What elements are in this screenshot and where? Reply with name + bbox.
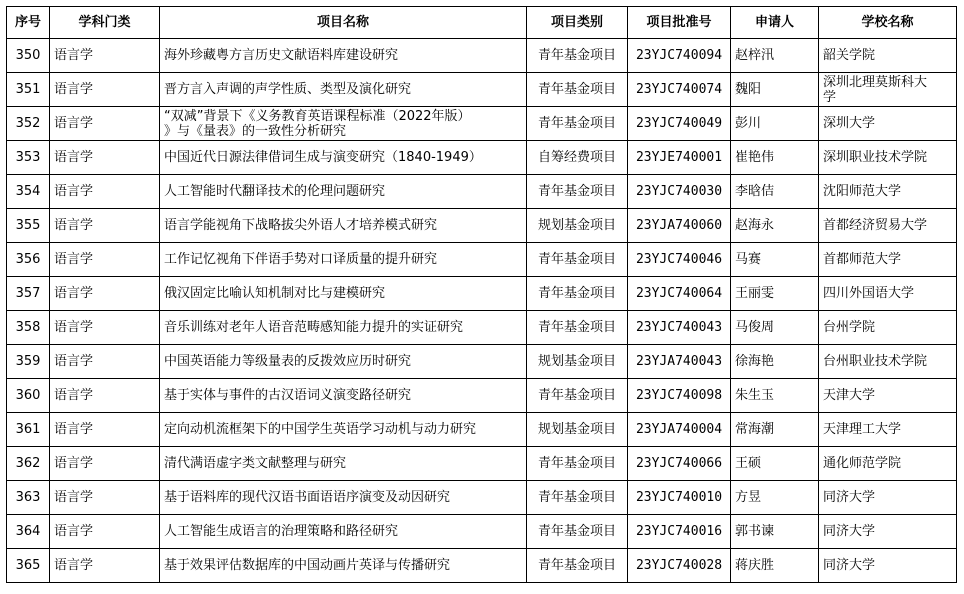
cell-applicant: 魏阳 xyxy=(731,73,819,107)
cell-discipline: 语言学 xyxy=(50,515,160,549)
table-row xyxy=(7,175,957,209)
cell-discipline: 语言学 xyxy=(50,39,160,73)
cell-discipline: 语言学 xyxy=(50,243,160,277)
cell-category: 青年基金项目 xyxy=(527,481,628,515)
cell-category: 规划基金项目 xyxy=(527,413,628,447)
cell-discipline: 语言学 xyxy=(50,413,160,447)
cell-discipline: 语言学 xyxy=(50,447,160,481)
cell-category: 青年基金项目 xyxy=(527,277,628,311)
cell-approval-number: 23YJC740043 xyxy=(628,311,731,345)
cell-project-name: 工作记忆视角下伴语手势对口译质量的提升研究 xyxy=(160,243,527,277)
cell-approval-number: 23YJC740016 xyxy=(628,515,731,549)
cell-school: 台州学院 xyxy=(819,311,957,345)
cell-school: 天津理工大学 xyxy=(819,413,957,447)
table-row xyxy=(7,345,957,379)
cell-project-name: 定向动机流框架下的中国学生英语学习动机与动力研究 xyxy=(160,413,527,447)
cell-applicant: 郭书谏 xyxy=(731,515,819,549)
cell-no: 363 xyxy=(7,481,50,515)
cell-approval-number: 23YJC740046 xyxy=(628,243,731,277)
cell-applicant: 彭川 xyxy=(731,107,819,141)
table-row xyxy=(7,39,957,73)
project-table xyxy=(6,6,957,583)
table-row xyxy=(7,107,957,141)
cell-school: 同济大学 xyxy=(819,481,957,515)
cell-approval-number: 23YJC740010 xyxy=(628,481,731,515)
cell-approval-number: 23YJC740074 xyxy=(628,73,731,107)
cell-applicant: 常海潮 xyxy=(731,413,819,447)
cell-project-name-line: “双减”背景下《义务教育英语课程标准（2022年版） xyxy=(164,108,471,124)
cell-no: 354 xyxy=(7,175,50,209)
table-row xyxy=(7,141,957,175)
table-row xyxy=(7,311,957,345)
cell-applicant: 王丽雯 xyxy=(731,277,819,311)
cell-discipline: 语言学 xyxy=(50,379,160,413)
table-row xyxy=(7,73,957,107)
cell-school: 深圳职业技术学院 xyxy=(819,141,957,175)
cell-no: 359 xyxy=(7,345,50,379)
cell-category: 规划基金项目 xyxy=(527,345,628,379)
cell-project-name: 海外珍藏粤方言历史文献语料库建设研究 xyxy=(160,39,527,73)
header-cell-category: 项目类别 xyxy=(527,7,628,39)
header-cell-approval-number: 项目批准号 xyxy=(628,7,731,39)
cell-project-name: 音乐训练对老年人语音范畴感知能力提升的实证研究 xyxy=(160,311,527,345)
header-cell-discipline: 学科门类 xyxy=(50,7,160,39)
cell-category: 青年基金项目 xyxy=(527,515,628,549)
table-row xyxy=(7,515,957,549)
cell-approval-number: 23YJC740049 xyxy=(628,107,731,141)
cell-project-name: 语言学能视角下战略拔尖外语人才培养模式研究 xyxy=(160,209,527,243)
cell-school-line: 学 xyxy=(823,89,837,105)
cell-category: 青年基金项目 xyxy=(527,73,628,107)
cell-school: 同济大学 xyxy=(819,549,957,583)
cell-school: 同济大学 xyxy=(819,515,957,549)
cell-discipline: 语言学 xyxy=(50,73,160,107)
cell-project-name: 基于实体与事件的古汉语词义演变路径研究 xyxy=(160,379,527,413)
cell-discipline: 语言学 xyxy=(50,481,160,515)
cell-approval-number: 23YJA740060 xyxy=(628,209,731,243)
cell-applicant: 方昱 xyxy=(731,481,819,515)
cell-project-name: 人工智能生成语言的治理策略和路径研究 xyxy=(160,515,527,549)
cell-project-name: 人工智能时代翻译技术的伦理问题研究 xyxy=(160,175,527,209)
cell-no: 352 xyxy=(7,107,50,141)
cell-no: 361 xyxy=(7,413,50,447)
cell-project-name-line: 》与《量表》的一致性分析研究 xyxy=(164,123,347,139)
cell-category: 青年基金项目 xyxy=(527,311,628,345)
cell-project-name: 中国近代日源法律借词生成与演变研究（1840-1949） xyxy=(160,141,527,175)
header-cell-no: 序号 xyxy=(7,7,50,39)
table-row xyxy=(7,481,957,515)
cell-discipline: 语言学 xyxy=(50,311,160,345)
cell-no: 362 xyxy=(7,447,50,481)
cell-category: 青年基金项目 xyxy=(527,39,628,73)
table-row xyxy=(7,277,957,311)
cell-project-name: 中国英语能力等级量表的反拨效应历时研究 xyxy=(160,345,527,379)
table-row xyxy=(7,379,957,413)
table-row xyxy=(7,447,957,481)
cell-project-name: 基于效果评估数据库的中国动画片英译与传播研究 xyxy=(160,549,527,583)
cell-no: 356 xyxy=(7,243,50,277)
cell-approval-number: 23YJE740001 xyxy=(628,141,731,175)
cell-school: 四川外国语大学 xyxy=(819,277,957,311)
cell-project-name: 基于语料库的现代汉语书面语语序演变及动因研究 xyxy=(160,481,527,515)
cell-applicant: 赵海永 xyxy=(731,209,819,243)
cell-approval-number: 23YJC740066 xyxy=(628,447,731,481)
cell-category: 青年基金项目 xyxy=(527,549,628,583)
cell-approval-number: 23YJA740004 xyxy=(628,413,731,447)
table-row xyxy=(7,413,957,447)
cell-applicant: 王硕 xyxy=(731,447,819,481)
cell-applicant: 崔艳伟 xyxy=(731,141,819,175)
cell-school: 台州职业技术学院 xyxy=(819,345,957,379)
table-row xyxy=(7,209,957,243)
cell-discipline: 语言学 xyxy=(50,209,160,243)
cell-category: 青年基金项目 xyxy=(527,447,628,481)
cell-no: 353 xyxy=(7,141,50,175)
cell-applicant: 马赛 xyxy=(731,243,819,277)
cell-approval-number: 23YJA740043 xyxy=(628,345,731,379)
header-cell-applicant: 申请人 xyxy=(731,7,819,39)
cell-applicant: 马俊周 xyxy=(731,311,819,345)
cell-school xyxy=(819,73,957,107)
header-cell-project-name: 项目名称 xyxy=(160,7,527,39)
cell-category: 规划基金项目 xyxy=(527,209,628,243)
header-row xyxy=(7,7,957,39)
cell-no: 365 xyxy=(7,549,50,583)
cell-project-name: 俄汉固定比喻认知机制对比与建模研究 xyxy=(160,277,527,311)
cell-project-name: 晋方言入声调的声学性质、类型及演化研究 xyxy=(160,73,527,107)
table-row xyxy=(7,243,957,277)
cell-applicant: 徐海艳 xyxy=(731,345,819,379)
cell-category: 自筹经费项目 xyxy=(527,141,628,175)
cell-school: 通化师范学院 xyxy=(819,447,957,481)
cell-applicant: 朱生玉 xyxy=(731,379,819,413)
cell-discipline: 语言学 xyxy=(50,549,160,583)
cell-no: 350 xyxy=(7,39,50,73)
cell-school: 韶关学院 xyxy=(819,39,957,73)
cell-school: 深圳大学 xyxy=(819,107,957,141)
cell-school: 首都经济贸易大学 xyxy=(819,209,957,243)
cell-no: 351 xyxy=(7,73,50,107)
header-cell-school: 学校名称 xyxy=(819,7,957,39)
cell-discipline: 语言学 xyxy=(50,345,160,379)
cell-approval-number: 23YJC740098 xyxy=(628,379,731,413)
cell-project-name xyxy=(160,107,527,141)
cell-approval-number: 23YJC740094 xyxy=(628,39,731,73)
cell-no: 364 xyxy=(7,515,50,549)
cell-school: 沈阳师范大学 xyxy=(819,175,957,209)
cell-applicant: 赵梓汛 xyxy=(731,39,819,73)
cell-school-line: 深圳北理莫斯科大 xyxy=(823,74,928,90)
cell-no: 358 xyxy=(7,311,50,345)
cell-approval-number: 23YJC740064 xyxy=(628,277,731,311)
cell-school: 首都师范大学 xyxy=(819,243,957,277)
cell-approval-number: 23YJC740030 xyxy=(628,175,731,209)
cell-discipline: 语言学 xyxy=(50,107,160,141)
cell-applicant: 蒋庆胜 xyxy=(731,549,819,583)
cell-category: 青年基金项目 xyxy=(527,175,628,209)
cell-discipline: 语言学 xyxy=(50,141,160,175)
cell-no: 360 xyxy=(7,379,50,413)
cell-discipline: 语言学 xyxy=(50,277,160,311)
cell-category: 青年基金项目 xyxy=(527,243,628,277)
cell-no: 357 xyxy=(7,277,50,311)
cell-applicant: 李晗佶 xyxy=(731,175,819,209)
cell-project-name: 清代满语虚字类文献整理与研究 xyxy=(160,447,527,481)
table-row xyxy=(7,549,957,583)
cell-no: 355 xyxy=(7,209,50,243)
cell-category: 青年基金项目 xyxy=(527,107,628,141)
cell-school: 天津大学 xyxy=(819,379,957,413)
cell-category: 青年基金项目 xyxy=(527,379,628,413)
cell-approval-number: 23YJC740028 xyxy=(628,549,731,583)
cell-discipline: 语言学 xyxy=(50,175,160,209)
